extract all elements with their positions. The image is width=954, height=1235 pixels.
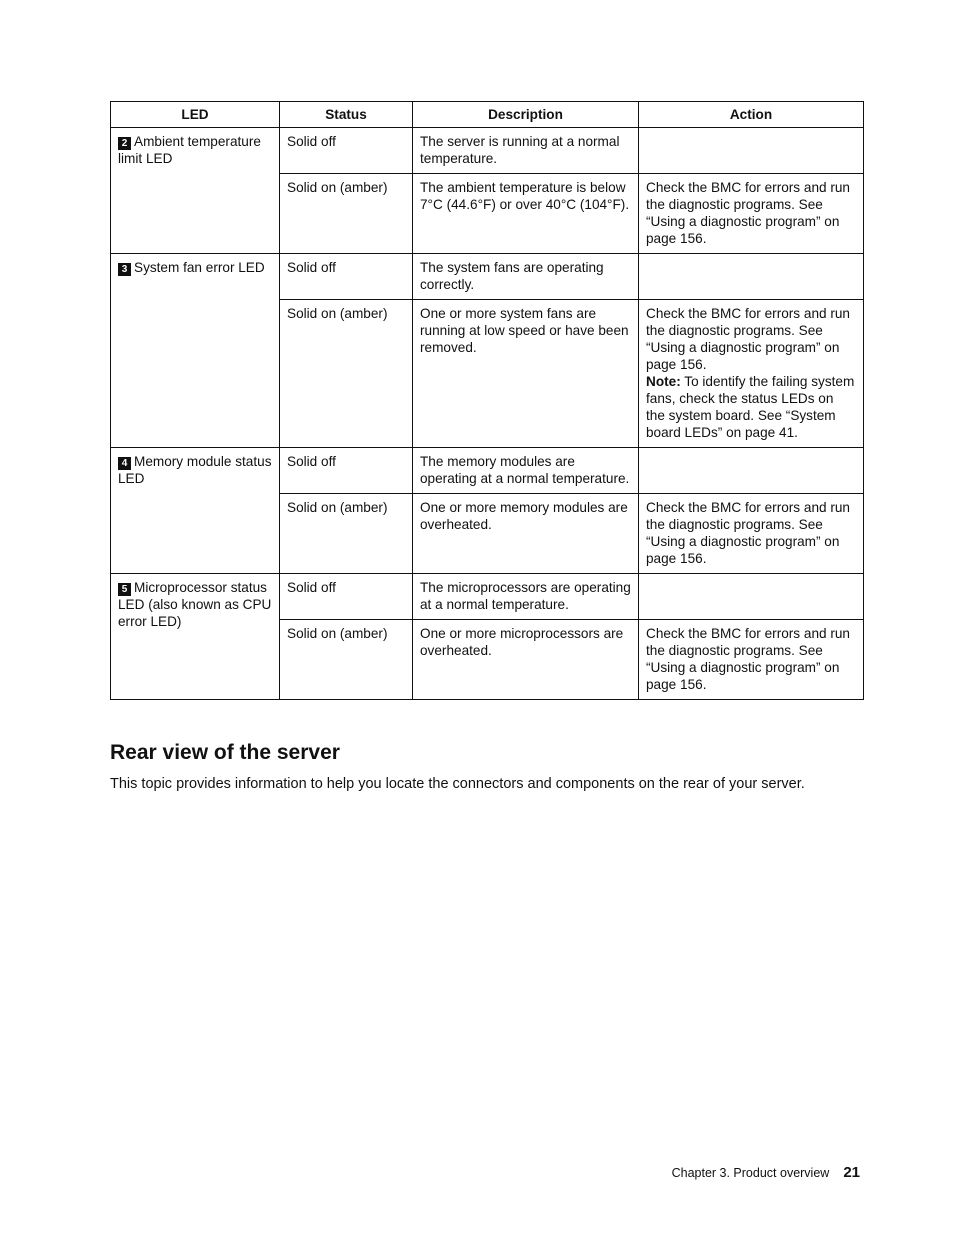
status-cell: Solid on (amber) xyxy=(280,620,413,700)
description-cell: The memory modules are operating at a normal temperature. xyxy=(413,448,639,494)
note-text: To identify the failing system fans, check the status LEDs on the system board. See “System board LEDs” on page 41. xyxy=(646,374,855,440)
led-name-cell xyxy=(111,574,280,700)
description-cell: One or more system fans are running at low speed or have been removed. xyxy=(413,300,639,448)
table-header-row xyxy=(111,102,864,128)
description-cell: One or more memory modules are overheated. xyxy=(413,494,639,574)
led-name: Memory module status LED xyxy=(118,454,272,486)
action-cell xyxy=(639,254,864,300)
led-name-cell xyxy=(111,448,280,574)
action-cell xyxy=(639,128,864,174)
page-number: 21 xyxy=(843,1164,860,1181)
header-led: LED xyxy=(111,102,280,128)
action-cell xyxy=(639,574,864,620)
table-row xyxy=(111,254,864,300)
action-text: Check the BMC for errors and run the diagnostic programs. See “Using a diagnostic program” on page 156. xyxy=(646,306,850,372)
status-cell: Solid off xyxy=(280,448,413,494)
status-cell: Solid on (amber) xyxy=(280,494,413,574)
action-cell: Check the BMC for errors and run the diagnostic programs. See “Using a diagnostic program” on page 156. xyxy=(639,620,864,700)
description-cell: The ambient temperature is below 7°C (44.6°F) or over 40°C (104°F). xyxy=(413,174,639,254)
callout-number-badge: 3 xyxy=(118,263,131,276)
status-cell: Solid on (amber) xyxy=(280,174,413,254)
led-name: Microprocessor status LED (also known as CPU error LED) xyxy=(118,580,272,629)
action-cell: Check the BMC for errors and run the diagnostic programs. See “Using a diagnostic program” on page 156. xyxy=(639,174,864,254)
header-status: Status xyxy=(280,102,413,128)
description-cell: The system fans are operating correctly. xyxy=(413,254,639,300)
description-cell: The microprocessors are operating at a normal temperature. xyxy=(413,574,639,620)
footer-chapter: Chapter 3. Product overview xyxy=(671,1166,830,1180)
led-name-cell xyxy=(111,254,280,448)
table-row xyxy=(111,574,864,620)
led-name: Ambient temperature limit LED xyxy=(118,134,261,166)
action-cell xyxy=(639,300,864,448)
table-row xyxy=(111,448,864,494)
section-title: Rear view of the server xyxy=(110,741,340,764)
action-cell: Check the BMC for errors and run the diagnostic programs. See “Using a diagnostic program” on page 156. xyxy=(639,494,864,574)
header-action: Action xyxy=(639,102,864,128)
status-cell: Solid off xyxy=(280,128,413,174)
header-description: Description xyxy=(413,102,639,128)
section-intro: This topic provides information to help you locate the connectors and components on the rear of your server. xyxy=(110,776,805,792)
status-cell: Solid off xyxy=(280,574,413,620)
action-cell xyxy=(639,448,864,494)
note-label: Note: xyxy=(646,374,681,389)
table-row xyxy=(111,128,864,174)
callout-number-badge: 2 xyxy=(118,137,131,150)
led-name: System fan error LED xyxy=(134,260,265,275)
description-cell: One or more microprocessors are overheated. xyxy=(413,620,639,700)
led-status-table xyxy=(110,101,864,700)
led-name-cell xyxy=(111,128,280,254)
status-cell: Solid off xyxy=(280,254,413,300)
callout-number-badge: 4 xyxy=(118,457,131,470)
callout-number-badge: 5 xyxy=(118,583,131,596)
description-cell: The server is running at a normal temperature. xyxy=(413,128,639,174)
status-cell: Solid on (amber) xyxy=(280,300,413,448)
page-footer xyxy=(600,1163,860,1183)
